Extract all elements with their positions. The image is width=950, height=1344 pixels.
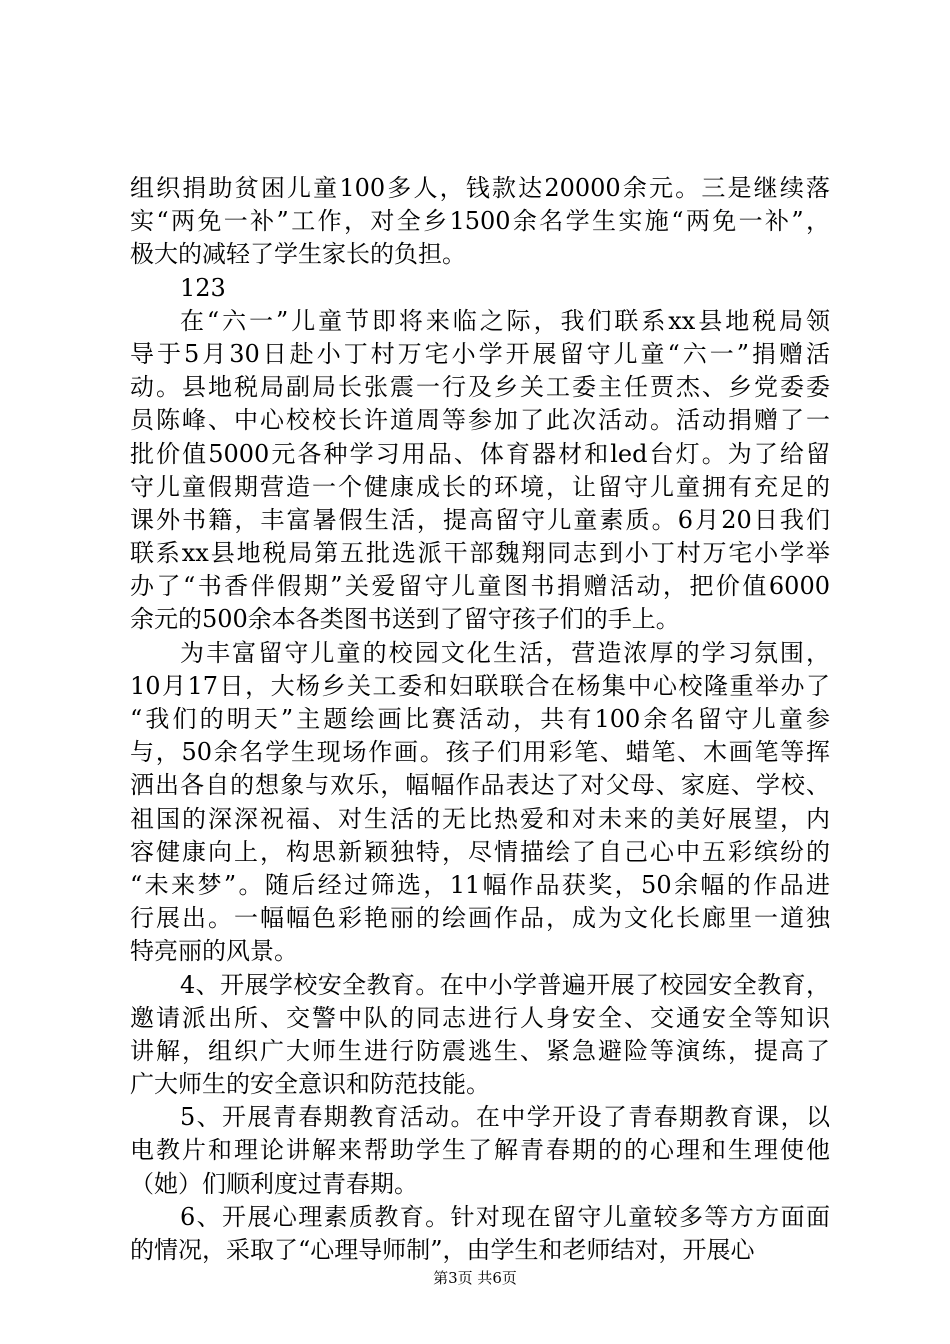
text-line: 办了“书香伴假期”关爱留守儿童图书捐赠活动，把价值6000 — [130, 572, 830, 601]
text-line: 洒出各自的想象与欢乐，幅幅作品表达了对父母、家庭、学校、 — [130, 771, 830, 800]
text-line: “我们的明天”主题绘画比赛活动，共有100余名留守儿童参 — [130, 705, 830, 733]
text-line: 导于5月30日赴小丁村万宅小学开展留守儿童“六一”捐赠活 — [130, 339, 830, 368]
paragraph — [130, 1201, 830, 1267]
text-line: “未来梦”。随后经过筛选，11幅作品获奖，50余幅的作品进 — [130, 870, 830, 899]
text-line: 动。县地税局副局长张震一行及乡关工委主任贾杰、乡党委委 — [130, 373, 830, 402]
text-line: 电教片和理论讲解来帮助学生了解青春期的的心理和生理使他 — [130, 1136, 830, 1165]
text-line: 5、开展青春期教育活动。在中学开设了青春期教育课，以 — [180, 1103, 830, 1132]
text-line: 6、开展心理素质教育。针对现在留守儿童较多等方方面面 — [180, 1202, 830, 1231]
paragraph — [130, 637, 830, 969]
text-line: 123 — [180, 273, 226, 302]
text-line: 与，50余名学生现场作画。孩子们用彩笔、蜡笔、木画笔等挥 — [130, 738, 830, 767]
text-line: 10月17日，大杨乡关工委和妇联联合在杨集中心校隆重举办了 — [130, 671, 830, 700]
text-line: 讲解，组织广大师生进行防震逃生、紧急避险等演练，提高了 — [130, 1036, 830, 1065]
text-line: 课外书籍，丰富暑假生活，提高留守儿童素质。6月20日我们 — [130, 505, 830, 534]
text-line: 祖国的深深祝福、对生活的无比热爱和对未来的美好展望，内 — [130, 804, 830, 833]
page-number-label: 第3页 共6页 — [433, 1269, 517, 1287]
text-line: 员陈峰、中心校校长许道周等参加了此次活动。活动捐赠了一 — [130, 406, 830, 435]
paragraph — [130, 305, 830, 637]
text-line: 极大的减轻了学生家长的负担。 — [130, 240, 466, 269]
paragraph — [130, 272, 830, 305]
text-line: 4、开展学校安全教育。在中小学普遍开展了校园安全教育， — [180, 970, 830, 999]
text-line: 批价值5000元各种学习用品、体育器材和led台灯。为了给留 — [130, 439, 830, 468]
text-line: 实“两免一补”工作，对全乡1500余名学生实施“两免一补”， — [130, 207, 830, 236]
text-line: （她）们顺利度过青春期。 — [130, 1169, 418, 1198]
text-line: 特亮丽的风景。 — [130, 937, 298, 966]
text-line: 容健康向上，构思新颖独特，尽情描绘了自己心中五彩缤纷的 — [130, 837, 830, 866]
text-line: 行展出。一幅幅色彩艳丽的绘画作品，成为文化长廊里一道独 — [130, 904, 830, 933]
text-line: 联系xx县地税局第五批选派干部魏翔同志到小丁村万宅小学举 — [130, 539, 830, 568]
text-line: 为丰富留守儿童的校园文化生活，营造浓厚的学习氛围， — [180, 638, 830, 667]
text-line: 组织捐助贫困儿童100多人，钱款达20000余元。三是继续落 — [130, 174, 830, 202]
text-line: 在“六一”儿童节即将来临之际，我们联系xx县地税局领 — [180, 306, 830, 335]
paragraph — [130, 172, 830, 272]
text-line: 余元的500余本各类图书送到了留守孩子们的手上。 — [130, 605, 680, 634]
text-line: 守儿童假期营造一个健康成长的环境，让留守儿童拥有充足的 — [130, 472, 830, 501]
text-line: 的情况，采取了“心理导师制”，由学生和老师结对，开展心 — [130, 1236, 755, 1264]
paragraph — [130, 969, 830, 1102]
paragraph — [130, 1101, 830, 1201]
text-line: 邀请派出所、交警中队的同志进行人身安全、交通安全等知识 — [130, 1003, 830, 1032]
page-footer — [0, 1268, 950, 1288]
document-body — [130, 172, 830, 1267]
text-line: 广大师生的安全意识和防范技能。 — [130, 1070, 490, 1099]
